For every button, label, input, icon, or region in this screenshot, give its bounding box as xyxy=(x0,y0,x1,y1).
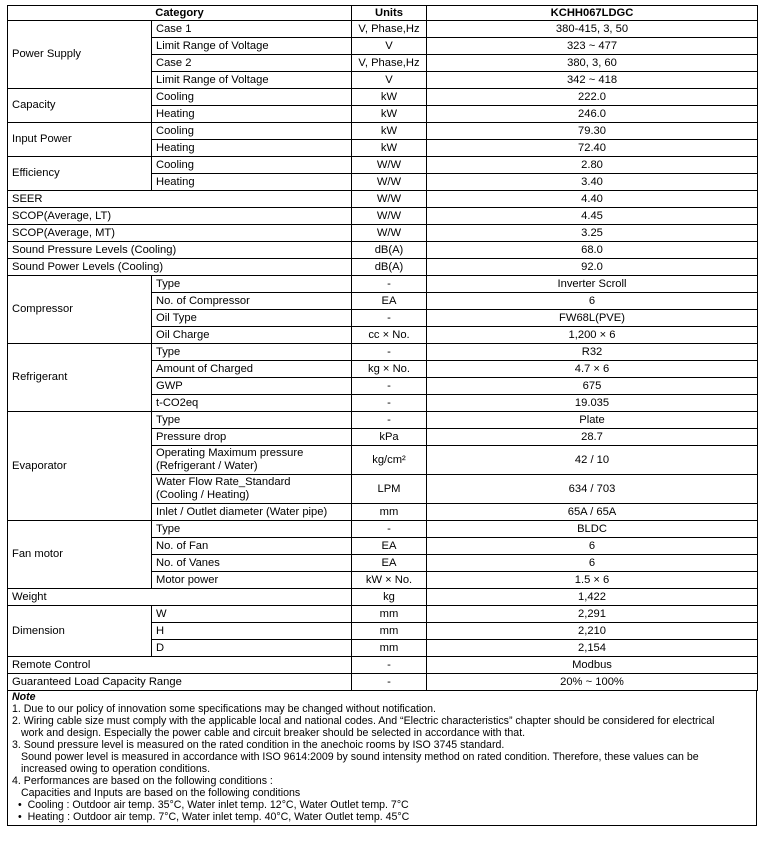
category-sound-pressure: Sound Pressure Levels (Cooling) xyxy=(8,242,352,259)
value-cell: 79.30 xyxy=(427,123,758,140)
category-input-power: Input Power xyxy=(8,123,152,157)
unit-cell: W/W xyxy=(352,157,427,174)
unit-cell: LPM xyxy=(352,475,427,504)
category-weight: Weight xyxy=(8,589,352,606)
value-cell: 222.0 xyxy=(427,89,758,106)
unit-cell: - xyxy=(352,412,427,429)
note-3-line2: Sound power level is measured in accordance with ISO 9614:2009 by sound intensity method on rated condition. Therefore, these values can be xyxy=(21,751,699,763)
sub-label: Oil Charge xyxy=(152,327,352,344)
sub-label: Case 2 xyxy=(152,55,352,72)
value-cell: 2,154 xyxy=(427,640,758,657)
spec-table xyxy=(7,5,758,691)
unit-cell: kg/cm² xyxy=(352,446,427,475)
value-cell: 42 / 10 xyxy=(427,446,758,475)
note-4-heating-text: Heating : Outdoor air temp. 7°C, Water inlet temp. 40°C, Water Outlet temp. 45°C xyxy=(27,811,410,823)
header-row xyxy=(8,6,758,21)
unit-cell: mm xyxy=(352,504,427,521)
value-cell: 4.7 × 6 xyxy=(427,361,758,378)
unit-cell: - xyxy=(352,521,427,538)
value-cell: 20% ~ 100% xyxy=(427,674,758,691)
unit-cell: - xyxy=(352,674,427,691)
unit-cell: EA xyxy=(352,555,427,572)
sub-label: W xyxy=(152,606,352,623)
category-efficiency: Efficiency xyxy=(8,157,152,191)
table-row xyxy=(8,157,758,174)
sub-label: Heating xyxy=(152,140,352,157)
value-cell: 6 xyxy=(427,293,758,310)
sub-label: D xyxy=(152,640,352,657)
note-2-line2: work and design. Especially the power cable and circuit breaker should be selected in accordance with that. xyxy=(21,727,526,739)
value-cell: 65A / 65A xyxy=(427,504,758,521)
unit-cell: W/W xyxy=(352,191,427,208)
value-cell: 380-415, 3, 50 xyxy=(427,21,758,38)
value-cell: 246.0 xyxy=(427,106,758,123)
value-cell: 380, 3, 60 xyxy=(427,55,758,72)
category-dimension: Dimension xyxy=(8,606,152,657)
sub-label: No. of Fan xyxy=(152,538,352,555)
value-cell: 323 ~ 477 xyxy=(427,38,758,55)
table-row xyxy=(8,521,758,538)
sub-label: Cooling xyxy=(152,89,352,106)
unit-cell: - xyxy=(352,344,427,361)
unit-cell: kW × No. xyxy=(352,572,427,589)
header-units: Units xyxy=(352,6,427,21)
sub-label-line2: (Refrigerant / Water) xyxy=(156,460,258,472)
unit-cell: mm xyxy=(352,640,427,657)
table-row xyxy=(8,276,758,293)
unit-cell: kW xyxy=(352,106,427,123)
category-evaporator: Evaporator xyxy=(8,412,152,521)
spec-sheet xyxy=(7,5,757,826)
bullet-icon: • xyxy=(18,811,28,823)
category-sound-power: Sound Power Levels (Cooling) xyxy=(8,259,352,276)
table-row xyxy=(8,89,758,106)
sub-label: No. of Vanes xyxy=(152,555,352,572)
value-cell: 634 / 703 xyxy=(427,475,758,504)
value-cell: 72.40 xyxy=(427,140,758,157)
note-2-line1: 2. Wiring cable size must comply with the applicable local and national codes. And “Electric characteristics” chapter should be considered for electrical xyxy=(12,715,715,727)
value-cell: 3.25 xyxy=(427,225,758,242)
unit-cell: kW xyxy=(352,140,427,157)
unit-cell: cc × No. xyxy=(352,327,427,344)
unit-cell: EA xyxy=(352,538,427,555)
value-cell: 1.5 × 6 xyxy=(427,572,758,589)
unit-cell: kW xyxy=(352,89,427,106)
unit-cell: EA xyxy=(352,293,427,310)
value-cell: 3.40 xyxy=(427,174,758,191)
unit-cell: dB(A) xyxy=(352,242,427,259)
sub-label: Limit Range of Voltage xyxy=(152,72,352,89)
table-row xyxy=(8,123,758,140)
category-fan-motor: Fan motor xyxy=(8,521,152,589)
unit-cell: W/W xyxy=(352,208,427,225)
unit-cell: V, Phase,Hz xyxy=(352,21,427,38)
value-cell: R32 xyxy=(427,344,758,361)
sub-label-line1: Operating Maximum pressure xyxy=(156,447,304,459)
sub-label-line1: Water Flow Rate_Standard xyxy=(156,476,291,488)
sub-label: Case 1 xyxy=(152,21,352,38)
value-cell: 28.7 xyxy=(427,429,758,446)
bullet-icon: • xyxy=(18,799,28,811)
unit-cell: - xyxy=(352,276,427,293)
sub-label: Pressure drop xyxy=(152,429,352,446)
value-cell: 2,210 xyxy=(427,623,758,640)
value-cell: Inverter Scroll xyxy=(427,276,758,293)
value-cell: 342 ~ 418 xyxy=(427,72,758,89)
unit-cell: - xyxy=(352,657,427,674)
unit-cell: kg xyxy=(352,589,427,606)
category-remote-control: Remote Control xyxy=(8,657,352,674)
table-row xyxy=(8,21,758,38)
note-1: 1. Due to our policy of innovation some specifications may be changed without notification. xyxy=(12,703,436,715)
table-row xyxy=(8,657,758,674)
sub-label xyxy=(152,446,352,475)
value-cell: BLDC xyxy=(427,521,758,538)
unit-cell: kW xyxy=(352,123,427,140)
unit-cell: kg × No. xyxy=(352,361,427,378)
sub-label: Type xyxy=(152,521,352,538)
value-cell: Modbus xyxy=(427,657,758,674)
value-cell: 19.035 xyxy=(427,395,758,412)
category-scop-lt: SCOP(Average, LT) xyxy=(8,208,352,225)
sub-label: H xyxy=(152,623,352,640)
value-cell: 4.40 xyxy=(427,191,758,208)
sub-label: Cooling xyxy=(152,157,352,174)
sub-label: Limit Range of Voltage xyxy=(152,38,352,55)
sub-label: t-CO2eq xyxy=(152,395,352,412)
note-4-line2: Capacities and Inputs are based on the following conditions xyxy=(21,787,301,799)
sub-label: Heating xyxy=(152,174,352,191)
sub-label: Cooling xyxy=(152,123,352,140)
value-cell: 2.80 xyxy=(427,157,758,174)
value-cell: 92.0 xyxy=(427,259,758,276)
value-cell: 6 xyxy=(427,538,758,555)
unit-cell: V xyxy=(352,72,427,89)
note-4-cooling xyxy=(12,799,756,811)
table-row xyxy=(8,344,758,361)
table-row xyxy=(8,606,758,623)
notes-box xyxy=(7,691,757,826)
table-row xyxy=(8,259,758,276)
sub-label: Type xyxy=(152,412,352,429)
note-4-cooling-text: Cooling : Outdoor air temp. 35°C, Water inlet temp. 12°C, Water Outlet temp. 7°C xyxy=(27,799,409,811)
value-cell: 6 xyxy=(427,555,758,572)
unit-cell: dB(A) xyxy=(352,259,427,276)
unit-cell: mm xyxy=(352,606,427,623)
value-cell: 1,200 × 6 xyxy=(427,327,758,344)
unit-cell: mm xyxy=(352,623,427,640)
category-load-range: Guaranteed Load Capacity Range xyxy=(8,674,352,691)
unit-cell: kPa xyxy=(352,429,427,446)
unit-cell: - xyxy=(352,395,427,412)
category-seer: SEER xyxy=(8,191,352,208)
note-4-line1: 4. Performances are based on the following conditions : xyxy=(12,775,273,787)
sub-label: Type xyxy=(152,276,352,293)
header-category: Category xyxy=(8,6,352,21)
value-cell: 1,422 xyxy=(427,589,758,606)
sub-label: GWP xyxy=(152,378,352,395)
table-row xyxy=(8,242,758,259)
category-refrigerant: Refrigerant xyxy=(8,344,152,412)
table-row xyxy=(8,208,758,225)
table-row xyxy=(8,674,758,691)
note-3-line3: increased owing to operation conditions. xyxy=(21,763,211,775)
note-4-heating xyxy=(12,811,756,823)
category-capacity: Capacity xyxy=(8,89,152,123)
sub-label-line2: (Cooling / Heating) xyxy=(156,489,250,501)
sub-label: Amount of Charged xyxy=(152,361,352,378)
sub-label: No. of Compressor xyxy=(152,293,352,310)
category-scop-mt: SCOP(Average, MT) xyxy=(8,225,352,242)
unit-cell: V xyxy=(352,38,427,55)
header-model: KCHH067LDGC xyxy=(427,6,758,21)
category-power-supply: Power Supply xyxy=(8,21,152,89)
value-cell: Plate xyxy=(427,412,758,429)
table-row xyxy=(8,225,758,242)
value-cell: 2,291 xyxy=(427,606,758,623)
note-3-line1: 3. Sound pressure level is measured on the rated condition in the anechoic rooms by ISO 3745 standard. xyxy=(12,739,505,751)
unit-cell: V, Phase,Hz xyxy=(352,55,427,72)
unit-cell: W/W xyxy=(352,225,427,242)
value-cell: 4.45 xyxy=(427,208,758,225)
unit-cell: - xyxy=(352,310,427,327)
sub-label: Motor power xyxy=(152,572,352,589)
value-cell: 675 xyxy=(427,378,758,395)
sub-label: Type xyxy=(152,344,352,361)
sub-label: Inlet / Outlet diameter (Water pipe) xyxy=(152,504,352,521)
sub-label: Oil Type xyxy=(152,310,352,327)
value-cell: 68.0 xyxy=(427,242,758,259)
value-cell: FW68L(PVE) xyxy=(427,310,758,327)
sub-label xyxy=(152,475,352,504)
category-compressor: Compressor xyxy=(8,276,152,344)
unit-cell: W/W xyxy=(352,174,427,191)
notes-title: Note xyxy=(12,691,36,703)
unit-cell: - xyxy=(352,378,427,395)
sub-label: Heating xyxy=(152,106,352,123)
table-row xyxy=(8,412,758,429)
table-row xyxy=(8,589,758,606)
table-row xyxy=(8,191,758,208)
